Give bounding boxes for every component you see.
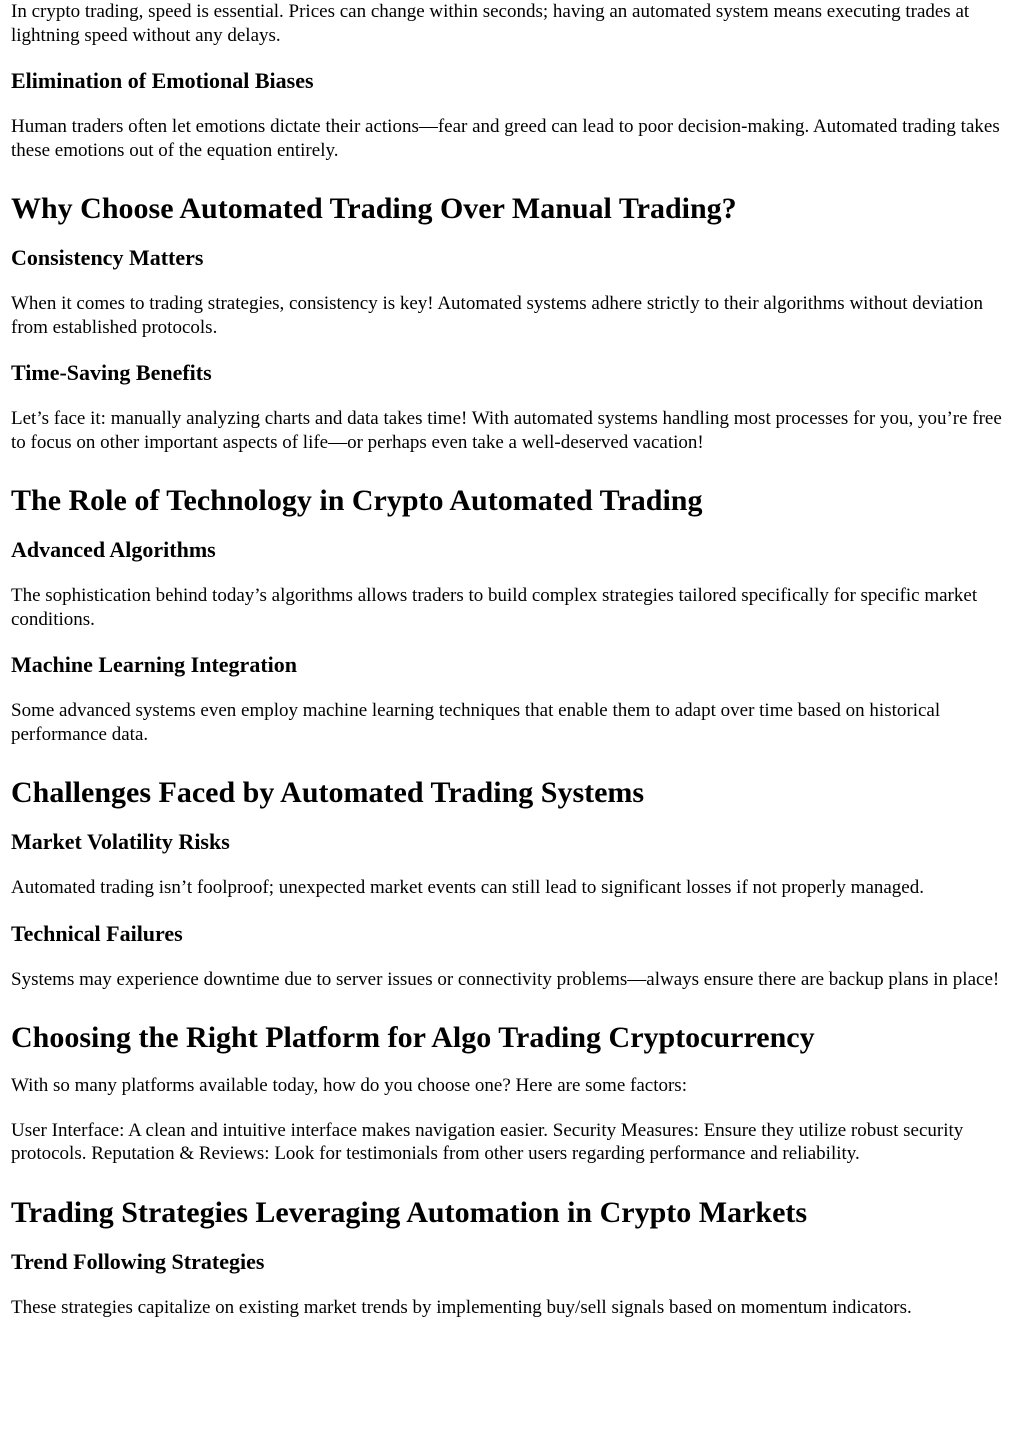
section-heading-trend-following: Trend Following Strategies (11, 1248, 265, 1274)
trend-following-paragraph: These strategies capitalize on existing market trends by implementing buy/sell signals based on momentum indicators. (11, 1296, 912, 1318)
section-heading-time-saving: Time-Saving Benefits (11, 360, 212, 385)
intro-paragraph: In crypto trading, speed is essential. Prices can change within seconds; having an automated system means executing trades at lightning speed without any delays. (11, 1, 970, 46)
platform-intro-paragraph: With so many platforms available today, how do you choose one? Here are some factors: (11, 1075, 687, 1096)
section-title-strategies: Trading Strategies Leveraging Automation in Crypto Markets (11, 1195, 808, 1229)
time-saving-paragraph: Let’s face it: manually analyzing charts and data takes time! With automated systems handling most processes for you, you’re free to focus on other important aspects of life—or perhaps even take a well-deserved vacation! (11, 408, 1002, 453)
section-title-technology: The Role of Technology in Crypto Automated Trading (11, 484, 703, 517)
machine-learning-paragraph: Some advanced systems even employ machine learning techniques that enable them to adapt over time based on historical performance data. (11, 700, 941, 745)
algorithms-paragraph: The sophistication behind today’s algorithms allows traders to build complex strategies tailored specifically for specific market conditions. (11, 585, 978, 630)
section-title-challenges: Challenges Faced by Automated Trading Systems (11, 776, 645, 809)
section-heading-algorithms: Advanced Algorithms (11, 537, 216, 562)
section-title-why-automated: Why Choose Automated Trading Over Manual Trading? (11, 192, 737, 225)
section-heading-machine-learning: Machine Learning Integration (11, 652, 297, 677)
section-heading-volatility: Market Volatility Risks (11, 829, 230, 854)
consistency-paragraph: When it comes to trading strategies, consistency is key! Automated systems adhere strictly to their algorithms without deviation from established protocols. (11, 293, 983, 338)
section-heading-emotional-biases: Elimination of Emotional Biases (11, 68, 314, 93)
emotional-biases-paragraph: Human traders often let emotions dictate their actions—fear and greed can lead to poor decision-making. Automated trading takes these emotions out of the equation entirely. (11, 116, 1000, 161)
platform-factors-paragraph: User Interface: A clean and intuitive interface makes navigation easier. Security Measures: Ensure they utilize robust security protocols. Reputation & Reviews: Look for testimonials from other users regarding performance and reliability. (11, 1119, 964, 1164)
section-heading-technical-failures: Technical Failures (11, 920, 183, 946)
volatility-paragraph: Automated trading isn’t foolproof; unexpected market events can still lead to significant losses if not properly managed. (11, 877, 924, 898)
section-heading-consistency: Consistency Matters (11, 245, 204, 270)
technical-failures-paragraph: Systems may experience downtime due to server issues or connectivity problems—always ensure there are backup plans in place! (11, 968, 1000, 990)
section-title-platform: Choosing the Right Platform for Algo Trading Cryptocurrency (11, 1021, 815, 1054)
